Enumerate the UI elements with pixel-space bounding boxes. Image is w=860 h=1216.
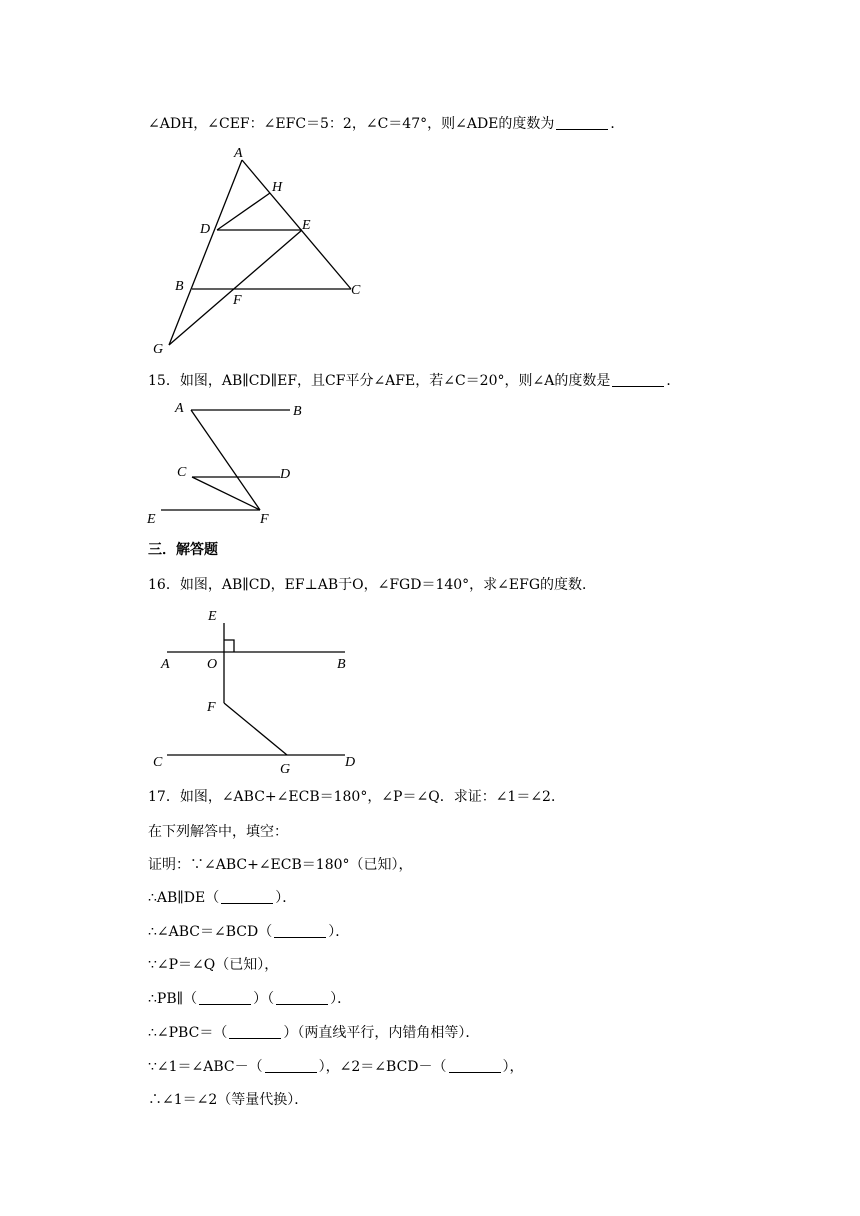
point-label-a: A — [161, 657, 170, 672]
q14-text-line — [148, 114, 624, 134]
point-label-f: F — [260, 512, 269, 527]
point-label-b: B — [337, 657, 346, 672]
q15-suffix: ． — [666, 373, 681, 389]
answer-blank[interactable] — [556, 115, 608, 130]
fill-intro-text: 在下列解答中，填空： — [148, 824, 288, 840]
segment-ac — [242, 160, 351, 289]
q16-text: 如图，AB∥CD，EF⊥AB于O，∠FGD＝140°，求∠EFG的度数． — [179, 577, 597, 593]
proof-line-5 — [148, 989, 351, 1009]
proof-tail: ）． — [275, 890, 297, 906]
point-label-d: D — [345, 755, 356, 770]
segment-ag — [169, 160, 242, 345]
proof-line-1 — [148, 855, 413, 875]
point-label-b: B — [293, 404, 302, 419]
figure-q14 — [145, 140, 365, 360]
q16-number: 16． — [148, 577, 180, 593]
section-title — [148, 540, 218, 560]
proof-tail: ）． — [330, 991, 352, 1007]
segment-fg — [224, 703, 287, 755]
figure-q16 — [145, 603, 365, 773]
q15-text-line — [148, 371, 680, 391]
point-label-c: C — [351, 283, 361, 298]
proof-line-3 — [148, 922, 349, 942]
q15-number: 15． — [148, 373, 180, 389]
proof-tail: ），∠2＝∠BCD－（ — [318, 1059, 447, 1075]
point-label-e: E — [302, 218, 311, 233]
point-label-f: F — [233, 293, 242, 308]
proof-line-7 — [148, 1057, 524, 1077]
proof-text: ∵∠1＝∠ABC－（ — [148, 1059, 263, 1075]
point-label-a: A — [175, 401, 184, 416]
answer-blank[interactable] — [199, 990, 251, 1005]
segment-ge — [169, 230, 302, 345]
point-label-a: A — [234, 146, 243, 161]
figure-q15 — [145, 398, 315, 528]
segment-af — [191, 410, 260, 510]
proof-text: ∵∠P＝∠Q（已知）， — [148, 957, 279, 973]
point-label-e: E — [147, 512, 156, 527]
point-label-c: C — [153, 755, 163, 770]
proof-text: ∴PB∥（ — [148, 991, 198, 1007]
point-label-b: B — [175, 279, 184, 294]
answer-blank[interactable] — [229, 1024, 281, 1039]
point-label-e: E — [208, 609, 217, 624]
q16-text-line — [148, 575, 596, 595]
point-label-d: D — [200, 222, 211, 237]
proof-line-6 — [148, 1023, 479, 1043]
answer-blank[interactable] — [274, 923, 326, 938]
answer-blank[interactable] — [265, 1058, 317, 1073]
q17-text-line — [148, 787, 565, 807]
proof-tail: ）． — [328, 924, 350, 940]
answer-blank[interactable] — [449, 1058, 501, 1073]
proof-line-2 — [148, 888, 296, 908]
point-label-o: O — [207, 657, 218, 672]
proof-text: ∴AB∥DE（ — [148, 890, 220, 906]
proof-line-8 — [148, 1090, 308, 1110]
proof-line-4 — [148, 955, 278, 975]
answer-blank[interactable] — [221, 889, 273, 904]
q17-fill-intro — [148, 822, 288, 842]
point-label-f: F — [207, 700, 216, 715]
segment-dh — [217, 193, 270, 230]
proof-text: ∴∠ABC＝∠BCD（ — [148, 924, 273, 940]
segment-cf — [192, 477, 260, 510]
point-label-h: H — [272, 180, 283, 195]
q17-text: 如图，∠ABC+∠ECB＝180°，∠P＝∠Q．求证：∠1＝∠2． — [179, 789, 565, 805]
point-label-g: G — [280, 762, 291, 773]
q14-suffix: ． — [610, 116, 625, 132]
answer-blank[interactable] — [276, 990, 328, 1005]
right-angle-mark — [224, 640, 234, 652]
q15-text: 如图，AB∥CD∥EF，且CF平分∠AFE，若∠C＝20°，则∠A的度数是 — [179, 373, 611, 389]
proof-text: ∴∠PBC＝（ — [148, 1025, 228, 1041]
point-label-d: D — [280, 467, 291, 482]
proof-text: ∴∠1＝∠2（等量代换）． — [148, 1092, 309, 1108]
section-title-text: 三．解答题 — [148, 542, 218, 558]
q14-text: ∠ADH，∠CEF：∠EFC＝5：2，∠C＝47°，则∠ADE的度数为 — [148, 116, 555, 132]
proof-tail: ）（ — [253, 991, 275, 1007]
q17-number: 17． — [148, 789, 180, 805]
proof-tail: ）， — [502, 1059, 524, 1075]
proof-text: 证明：∵∠ABC+∠ECB＝180°（已知）， — [148, 857, 413, 873]
proof-tail: ）（两直线平行，内错角相等）． — [283, 1025, 480, 1041]
answer-blank[interactable] — [612, 372, 664, 387]
point-label-c: C — [177, 465, 187, 480]
point-label-g: G — [153, 342, 164, 357]
